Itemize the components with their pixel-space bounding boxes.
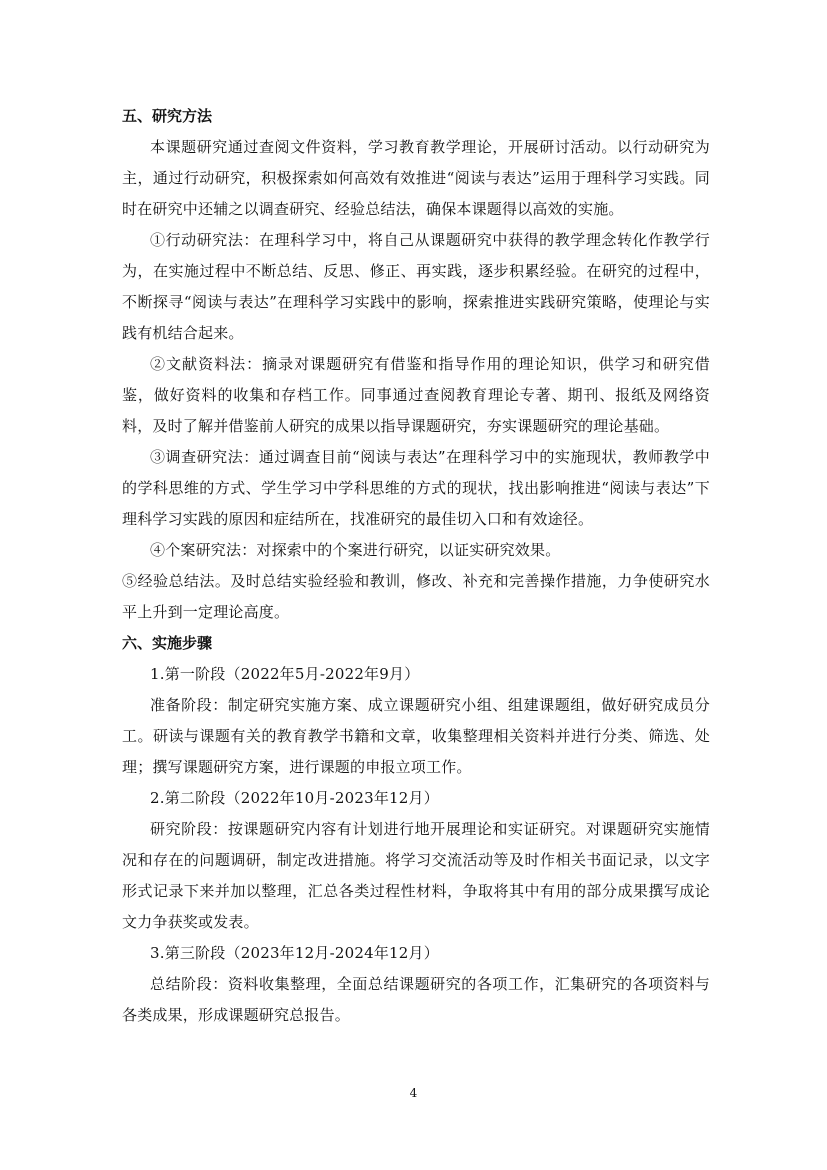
paragraph-case-study-method: ④个案研究法：对探索中的个案进行研究，以证实研究效果。 [150,541,561,559]
stage-3-body: 总结阶段：资料收集整理，全面总结课题研究的各项工作，汇集研究的各项资料与各类成果，形成课题研究总报告。 [122,975,710,1024]
paragraph-survey-method: ③调查研究法：通过调查目前“阅读与表达”在理科学习中的实施现状，教师教学中的学科思维的方式、学生学习中学科思维的方式的现状，找出影响推进“阅读与表达”下理科学习实践的原因和症结所在，找准研究的最佳切入口和有效途径。 [122,448,710,528]
paragraph-methods-intro: 本课题研究通过查阅文件资料，学习教育教学理论，开展研讨活动。以行动研究为主，通过行动研究，积极探索如何高效有效推进“阅读与表达”运用于理科学习实践。同时在研究中还辅之以调查研究、经验总结法，确保本课题得以高效的实施。 [122,138,710,218]
page-number: 4 [409,1086,418,1100]
paragraph-action-research: ①行动研究法：在理科学习中，将自己从课题研究中获得的教学理念转化作教学行为，在实施过程中不断总结、反思、修正、再实践，逐步积累经验。在研究的过程中，不断探寻“阅读与表达”在理科学习实践中的影响，探索推进实践研究策略，使理论与实践有机结合起来。 [122,231,710,342]
stage-3-title: 3.第三阶段（2023年12月-2024年12月） [150,944,439,962]
paragraph-literature-method: ②文献资料法：摘录对课题研究有借鉴和指导作用的理论知识，供学习和研究借鉴，做好资料的收集和存档工作。同事通过查阅教育理论专著、期刊、报纸及网络资料，及时了解并借鉴前人研究的成果以指导课题研究，夯实课题研究的理论基础。 [122,355,710,435]
page-content [122,101,710,1031]
stage-2-title: 2.第二阶段（2022年10月-2023年12月） [150,789,439,807]
stage-1-title: 1.第一阶段（2022年5月-2022年9月） [150,665,420,683]
section-heading-research-methods: 五、研究方法 [122,107,213,125]
paragraph-experience-summary-method: ⑤经验总结法。及时总结实验经验和教训，修改、补充和完善操作措施，力争使研究水平上升到一定理论高度。 [122,572,710,621]
stage-2-body: 研究阶段：按课题研究内容有计划进行地开展理论和实证研究。对课题研究实施情况和存在的问题调研，制定改进措施。将学习交流活动等及时作相关书面记录，以文字形式记录下来并加以整理，汇总各类过程性材料，争取将其中有用的部分成果撰写成论文力争获奖或发表。 [122,820,710,931]
stage-1-body: 准备阶段：制定研究实施方案、成立课题研究小组、组建课题组，做好研究成员分工。研读与课题有关的教育教学书籍和文章，收集整理相关资料并进行分类、筛选、处理；撰写课题研究方案，进行课题的申报立项工作。 [122,696,710,776]
section-heading-implementation-steps: 六、实施步骤 [122,634,213,652]
